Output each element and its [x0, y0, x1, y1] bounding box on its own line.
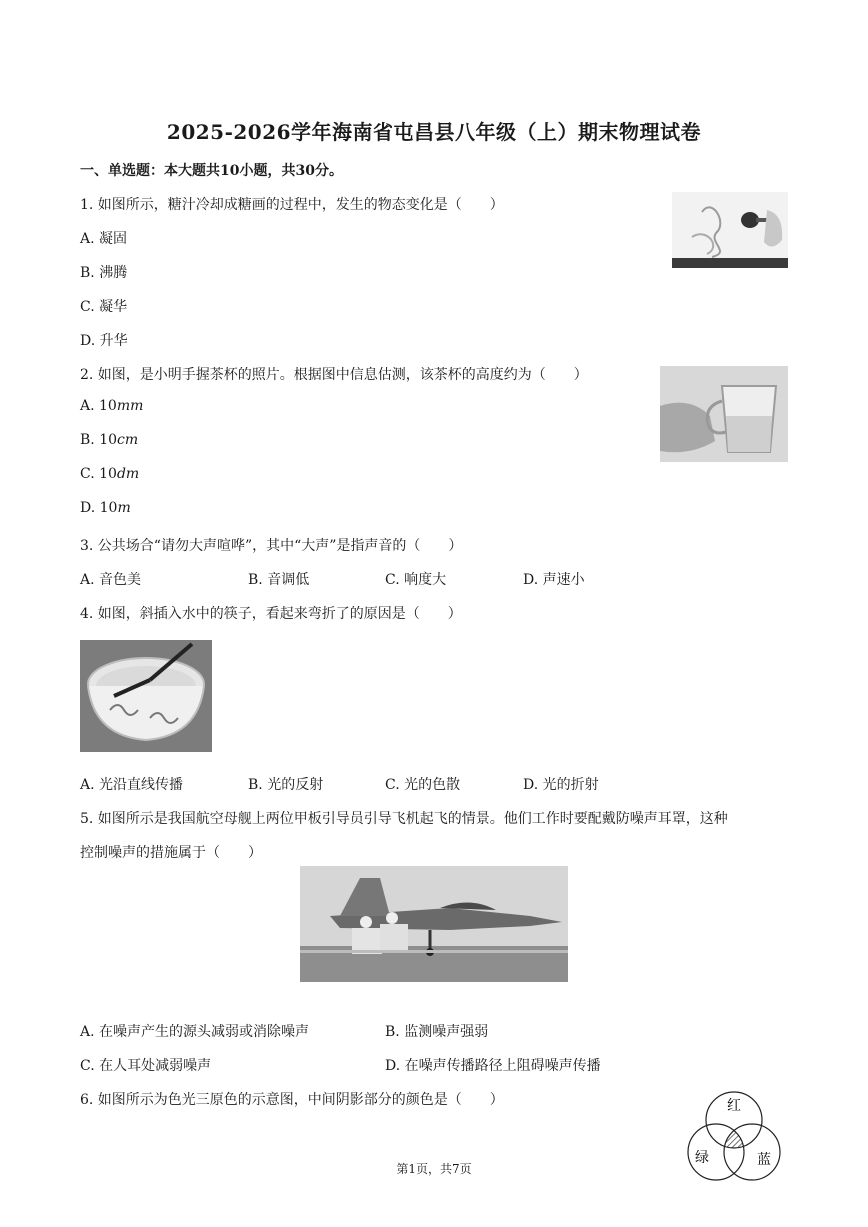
q1-option-c: C. 凝华	[80, 299, 128, 315]
page-footer: 第1页，共7页	[396, 1162, 472, 1176]
label-green: 绿	[695, 1150, 709, 1166]
q1-option-a: A. 凝固	[80, 231, 128, 247]
q1-option-d: D. 升华	[80, 333, 128, 349]
chopsticks-bowl-photo	[80, 640, 212, 752]
section-heading: 一、单选题：本大题共10小题，共30分。	[80, 163, 343, 179]
label-blue: 蓝	[757, 1152, 771, 1168]
q5-option-b: B. 监测噪声强弱	[385, 1024, 489, 1040]
q4-option-c: C. 光的色散	[385, 777, 461, 793]
q5-option-d: D. 在噪声传播路径上阻碍噪声传播	[385, 1058, 601, 1074]
q2-option-c: C. 10dm	[80, 466, 140, 482]
teacup-photo	[660, 366, 788, 462]
q3-option-a: A. 音色美	[80, 572, 142, 588]
question-5-stem-line1: 5. 如图所示是我国航空母舰上两位甲板引导员引导飞机起飞的情景。他们工作时要配戴防噪声耳罩，这种	[80, 811, 728, 827]
q1-option-b: B. 沸腾	[80, 265, 128, 281]
q2-option-d: D. 10m	[80, 500, 131, 516]
q4-option-b: B. 光的反射	[248, 777, 324, 793]
aircraft-carrier-photo	[300, 866, 568, 982]
question-5-stem-line2: 控制噪声的措施属于（ ）	[80, 845, 262, 861]
question-3-stem: 3. 公共场合“请勿大声喧哗”，其中“大声”是指声音的（ ）	[80, 538, 463, 554]
sugar-painting-image	[672, 192, 788, 268]
question-1-stem: 1. 如图所示，糖汁冷却成糖画的过程中，发生的物态变化是（ ）	[80, 197, 504, 213]
q4-option-d: D. 光的折射	[523, 777, 599, 793]
question-6-stem: 6. 如图所示为色光三原色的示意图，中间阴影部分的颜色是（ ）	[80, 1092, 504, 1108]
label-red: 红	[727, 1098, 741, 1114]
q3-option-b: B. 音调低	[248, 572, 310, 588]
q5-option-a: A. 在噪声产生的源头减弱或消除噪声	[80, 1024, 310, 1040]
q5-option-c: C. 在人耳处减弱噪声	[80, 1058, 212, 1074]
question-2-stem: 2. 如图，是小明手握茶杯的照片。根据图中信息估测，该茶杯的高度约为（ ）	[80, 367, 588, 383]
q4-option-a: A. 光沿直线传播	[80, 777, 184, 793]
q2-option-a: A. 10mm	[80, 398, 144, 414]
q3-option-c: C. 响度大	[385, 572, 447, 588]
q2-option-b: B. 10cm	[80, 432, 139, 448]
page-title: 2025-2026学年海南省屯昌县八年级（上）期末物理试卷	[166, 120, 702, 144]
q3-option-d: D. 声速小	[523, 572, 585, 588]
question-4-stem: 4. 如图，斜插入水中的筷子，看起来弯折了的原因是（ ）	[80, 606, 462, 622]
